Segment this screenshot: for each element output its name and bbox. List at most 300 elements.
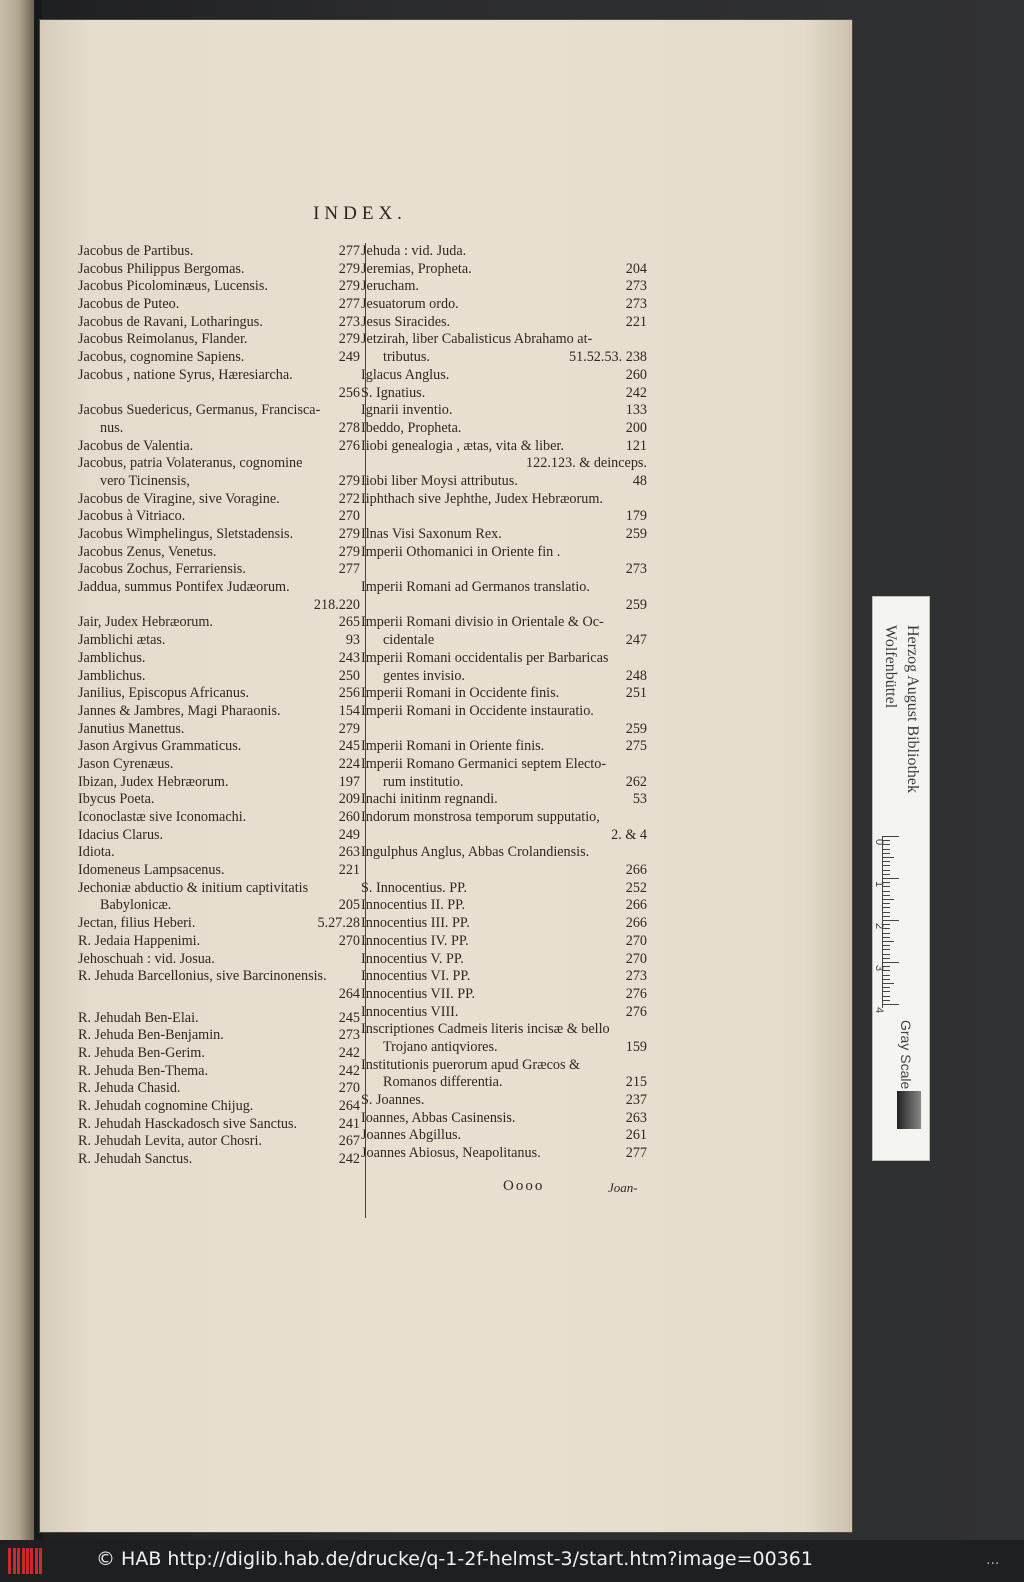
entry-term: S. Joannes.: [361, 1092, 425, 1108]
index-entry: [361, 561, 647, 579]
entry-term: Babylonicæ.: [100, 897, 172, 914]
entry-term: Joannes Abgillus.: [361, 1127, 462, 1144]
entry-page-ref: 277: [338, 243, 360, 259]
index-entry: [361, 526, 647, 544]
index-entry: [361, 1074, 647, 1092]
entry-term: Imperii Romani in Occidente finis.: [361, 685, 560, 702]
index-entry: [78, 261, 360, 279]
entry-page-ref: 159: [625, 1038, 647, 1055]
ruler-tick: [883, 891, 890, 892]
entry-term: vero Ticinensis,: [100, 472, 190, 489]
entry-term: Ioannes, Abbas Casinensis.: [361, 1109, 516, 1126]
entry-page-ref: 277: [625, 1145, 647, 1162]
entry-term: Jechoniæ abductio & initium captivitatis: [78, 879, 309, 896]
entry-term: Jetzirah, liber Cabalisticus Abrahamo at-: [361, 331, 593, 348]
ruler-tick: [883, 899, 894, 900]
ruler-tick: [883, 857, 894, 858]
entry-term: Jerucham.: [361, 278, 419, 295]
entry-page-ref: 245: [338, 1009, 360, 1026]
entry-term: Jehoschuah : vid. Josua.: [78, 950, 215, 967]
index-entry: [78, 915, 360, 933]
index-entry: [78, 738, 360, 756]
index-entry: [78, 579, 360, 597]
index-entry: [361, 933, 647, 951]
entry-term: R. Jehudah Hasckadosch sive Sanctus.: [78, 1115, 298, 1132]
library-name-line-1: Herzog August Bibliothek: [904, 625, 921, 793]
entry-page-ref: 2. & 4: [611, 826, 647, 843]
entry-page-ref: 259: [625, 720, 647, 737]
entry-term: Janutius Manettus.: [78, 720, 185, 737]
entry-term: cidentale: [383, 632, 435, 649]
index-entry: [78, 897, 360, 915]
index-entry: [361, 385, 647, 403]
index-entry: [361, 473, 647, 491]
index-entry: [361, 862, 647, 880]
index-entry: [361, 738, 647, 756]
entry-term: Iiphthach sive Jephthe, Judex Hebræorum.: [361, 490, 603, 507]
entry-page-ref: 275: [625, 738, 647, 755]
entry-page-ref: 266: [625, 862, 647, 879]
logo-bar: [39, 1548, 42, 1574]
entry-page-ref: 260: [625, 366, 647, 383]
index-entry: [78, 844, 360, 862]
entry-term: Iglacus Anglus.: [361, 366, 450, 383]
index-entry: [78, 278, 360, 296]
index-entry: [78, 508, 360, 526]
entry-term: Jacobus Picolominæus, Lucensis.: [78, 278, 268, 295]
entry-page-ref: 133: [625, 402, 647, 419]
entry-page-ref: 278: [338, 419, 360, 436]
ruler-tick: [883, 874, 890, 875]
entry-page-ref: 276: [338, 437, 360, 454]
entry-page-ref: 251: [625, 685, 647, 702]
entry-page-ref: 154: [338, 702, 360, 719]
index-entry: [361, 1145, 647, 1163]
entry-term: Innocentius VIII.: [361, 1003, 459, 1020]
index-entry: [361, 1039, 647, 1057]
ruler-tick: [883, 945, 890, 946]
entry-page-ref: 279: [338, 472, 360, 489]
entry-term: Jacobus, cognomine Sapiens.: [78, 349, 245, 366]
entry-term: R. Jehuda Barcellonius, sive Barcinonensis.: [78, 968, 327, 985]
entry-page-ref: 279: [338, 543, 360, 560]
entry-page-ref: 279: [338, 526, 360, 542]
library-name: [879, 625, 923, 793]
entry-term: Jacobus Suedericus, Germanus, Francisca-: [78, 402, 321, 419]
entry-term: Jacobus Zenus, Venetus.: [78, 543, 217, 560]
index-entry: [361, 614, 647, 632]
entry-term: R. Jehudah Ben-Elai.: [78, 1009, 199, 1026]
entry-term: Imperii Romano Germanici septem Electo-: [361, 755, 607, 772]
index-entry: [361, 1127, 647, 1145]
entry-term: R. Jehudah cognomine Chijug.: [78, 1098, 254, 1114]
index-entry: [78, 1010, 360, 1028]
ruler-tick: [883, 991, 890, 992]
index-entry: [361, 331, 647, 349]
logo-bar: [35, 1548, 38, 1574]
catchword: Joan-: [608, 1180, 638, 1195]
entry-term: Ibycus Poeta.: [78, 791, 155, 808]
entry-page-ref: 262: [625, 773, 647, 790]
index-entry: [361, 438, 647, 456]
entry-page-ref: 250: [338, 667, 360, 684]
logo-bar: [26, 1548, 29, 1574]
entry-page-ref: 277: [338, 561, 360, 578]
index-entry: [361, 986, 647, 1004]
entry-term: Indorum monstrosa temporum supputatio,: [361, 809, 600, 825]
entry-page-ref: 260: [338, 809, 360, 825]
entry-term: Inachi initinm regnandi.: [361, 791, 498, 808]
entry-term: nus.: [100, 419, 124, 436]
entry-page-ref: 242: [338, 1044, 360, 1061]
ruler-number: 0: [873, 838, 886, 846]
entry-term: Romanos differentia.: [383, 1074, 503, 1091]
index-entry: [78, 880, 360, 898]
entry-page-ref: 242: [338, 1062, 360, 1079]
entry-term: Jannes & Jambres, Magi Pharaonis.: [78, 702, 281, 719]
ruler-tick: [883, 958, 890, 959]
entry-term: Ibizan, Judex Hebræorum.: [78, 773, 229, 790]
entry-page-ref: 259: [625, 526, 647, 542]
index-entry: [78, 385, 360, 403]
entry-term: Innocentius IV. PP.: [361, 932, 469, 949]
index-entry: [361, 685, 647, 703]
index-entry: [361, 650, 647, 668]
ruler-tick: [883, 861, 890, 862]
footer-permalink[interactable]: © HAB http://diglib.hab.de/drucke/q-1-2f-helmst-3/start.htm?image=00361: [96, 1548, 813, 1570]
entry-term: Iiobi liber Moysi attributus.: [361, 472, 518, 489]
index-entry: [78, 1133, 360, 1151]
logo-bar: [8, 1548, 11, 1574]
entry-term: Jeremias, Propheta.: [361, 260, 472, 277]
entry-page-ref: 221: [338, 862, 360, 879]
entry-page-ref: 277: [338, 296, 360, 313]
entry-term: S. Innocentius. PP.: [361, 879, 468, 896]
hab-logo-icon: [8, 1548, 46, 1574]
entry-page-ref: 197: [338, 773, 360, 790]
entry-term: Imperii Romani ad Germanos translatio.: [361, 579, 590, 596]
entry-term: Jaddua, summus Pontifex Judæorum.: [78, 579, 290, 596]
entry-term: Institutionis puerorum apud Græcos &: [361, 1056, 581, 1073]
index-entry: [78, 862, 360, 880]
index-entry: [361, 791, 647, 809]
entry-term: Jacobus Zochus, Ferrariensis.: [78, 561, 246, 578]
entry-page-ref: 270: [338, 1080, 360, 1097]
entry-term: Ingulphus Anglus, Abbas Crolandiensis.: [361, 844, 590, 861]
entry-term: gentes invisio.: [383, 667, 465, 684]
logo-bar: [13, 1548, 16, 1574]
entry-page-ref: 5.27.28: [317, 915, 360, 932]
entry-page-ref: 256: [338, 685, 360, 702]
index-entry: [78, 1098, 360, 1116]
entry-page-ref: 273: [625, 561, 647, 578]
entry-term: Idomeneus Lampsacenus.: [78, 862, 225, 879]
index-entry: [78, 526, 360, 544]
entry-page-ref: 270: [625, 950, 647, 967]
gray-scale-label: Gray Scale: [898, 1020, 914, 1090]
index-entry: [361, 880, 647, 898]
index-column-left: [78, 243, 360, 1169]
entry-page-ref: 93: [345, 632, 360, 649]
ruler-tick: [883, 912, 890, 913]
logo-bar: [30, 1548, 33, 1574]
ruler-tick: [883, 853, 890, 854]
entry-term: Ilnas Visi Saxonum Rex.: [361, 526, 502, 542]
entry-term: Trojano antiqviores.: [383, 1038, 498, 1055]
index-entry: [361, 1021, 647, 1039]
index-entry: [78, 1045, 360, 1063]
index-entry: [361, 278, 647, 296]
entry-page-ref: 267: [338, 1133, 360, 1150]
entry-term: Ibeddo, Propheta.: [361, 419, 462, 436]
entry-term: Innocentius VII. PP.: [361, 985, 476, 1002]
index-entry: [78, 685, 360, 703]
ruler-tick: [883, 870, 890, 871]
index-entry: [361, 897, 647, 915]
entry-term: Jacobus à Vitriaco.: [78, 508, 186, 525]
ruler-tick: [883, 941, 894, 942]
entry-page-ref: 273: [625, 296, 647, 313]
index-entry: [78, 243, 360, 261]
index-entry: [361, 632, 647, 650]
index-entry: [361, 1110, 647, 1128]
ruler-tick: [883, 865, 890, 866]
index-entry: [361, 968, 647, 986]
ruler-tick: [883, 903, 890, 904]
entry-term: Jesus Siracides.: [361, 313, 451, 330]
index-entry: [78, 827, 360, 845]
entry-term: Jehuda : vid. Juda.: [361, 243, 467, 259]
index-entry: [361, 455, 647, 473]
entry-page-ref: 53: [632, 791, 647, 808]
entry-page-ref: 245: [338, 738, 360, 755]
entry-page-ref: 243: [338, 649, 360, 666]
entry-term: Jesuatorum ordo.: [361, 296, 459, 313]
entry-page-ref: 276: [625, 1003, 647, 1020]
ruler-tick: [883, 975, 890, 976]
ruler-tick: [883, 979, 890, 980]
entry-term: Iconoclastæ sive Iconomachi.: [78, 809, 247, 825]
entry-page-ref: 264: [338, 1098, 360, 1114]
logo-bar: [17, 1548, 20, 1574]
index-entry: [78, 561, 360, 579]
ruler-tick: [883, 987, 890, 988]
entry-term: Jair, Judex Hebræorum.: [78, 614, 213, 631]
index-entry: [78, 951, 360, 969]
entry-term: Imperii Romani in Oriente finis.: [361, 738, 545, 755]
entry-term: Jacobus de Puteo.: [78, 296, 180, 313]
ruler-tick: [883, 983, 894, 984]
entry-page-ref: 266: [625, 897, 647, 914]
index-entry: [361, 579, 647, 597]
index-entry: [78, 968, 360, 986]
entry-term: Joannes Abiosus, Neapolitanus.: [361, 1145, 541, 1162]
ruler-tick: [883, 996, 890, 997]
index-entry: [78, 314, 360, 332]
index-entry: [361, 951, 647, 969]
entry-term: Jacobus Philippus Bergomas.: [78, 260, 245, 277]
ruler-tick: [883, 949, 890, 950]
index-entry: [78, 491, 360, 509]
index-entry: [78, 544, 360, 562]
index-entry: [78, 1116, 360, 1134]
entry-term: S. Ignatius.: [361, 384, 426, 401]
entry-page-ref: 121: [625, 437, 647, 454]
index-entry: [361, 721, 647, 739]
index-entry: [361, 367, 647, 385]
logo-bar: [22, 1548, 25, 1574]
index-entry: [78, 933, 360, 951]
entry-page-ref: 256: [338, 384, 360, 401]
index-entry: [78, 809, 360, 827]
index-entry: [78, 986, 360, 1004]
index-entry: [78, 721, 360, 739]
ruler-tick: [883, 1000, 890, 1001]
entry-term: Jacobus de Valentia.: [78, 437, 194, 454]
ruler-tick: [883, 933, 890, 934]
entry-page-ref: 279: [338, 720, 360, 737]
index-entry: [361, 915, 647, 933]
index-entry: [78, 774, 360, 792]
entry-term: rum institutio.: [383, 773, 464, 790]
entry-page-ref: 48: [632, 472, 647, 489]
ruler-tick: [883, 849, 890, 850]
entry-term: Iiobi genealogia , ætas, vita & liber.: [361, 437, 564, 454]
index-entry: [361, 756, 647, 774]
entry-page-ref: 218.220: [313, 596, 360, 613]
entry-page-ref: 273: [338, 1027, 360, 1044]
entry-term: Innocentius V. PP.: [361, 950, 464, 967]
entry-term: Ignarii inventio.: [361, 402, 453, 419]
signature-mark: Oooo: [503, 1178, 545, 1194]
index-entry: [361, 774, 647, 792]
index-entry: [78, 614, 360, 632]
index-entry: [78, 296, 360, 314]
entry-page-ref: 270: [625, 932, 647, 949]
index-entry: [78, 756, 360, 774]
ruler-number: 2: [873, 922, 886, 930]
entry-page-ref: 270: [338, 932, 360, 949]
ruler-tick: [883, 907, 890, 908]
entry-term: Imperii Romani divisio in Orientale & Oc-: [361, 614, 604, 631]
index-entry: [78, 1080, 360, 1098]
index-entry: [361, 544, 647, 562]
index-entry: [361, 349, 647, 367]
ruler-tick: [883, 962, 899, 963]
index-entry: [78, 367, 360, 385]
entry-term: Jamblichi ætas.: [78, 632, 166, 649]
index-entry: [361, 508, 647, 526]
index-entry: [78, 597, 360, 615]
index-entry: [361, 703, 647, 721]
entry-page-ref: 242: [338, 1151, 360, 1168]
entry-page-ref: 252: [625, 879, 647, 896]
gray-scale-swatch: [897, 1091, 921, 1129]
entry-page-ref: 279: [338, 278, 360, 295]
index-entry: [78, 650, 360, 668]
entry-page-ref: 224: [338, 755, 360, 772]
entry-term: Jacobus, patria Volateranus, cognomine: [78, 455, 303, 472]
ruler-tick: [883, 920, 899, 921]
index-entry: [361, 809, 647, 827]
entry-term: Innocentius VI. PP.: [361, 968, 471, 985]
more-icon[interactable]: ...: [986, 1552, 1000, 1568]
entry-term: Imperii Romani in Occidente instauratio.: [361, 702, 594, 719]
index-column-right: [361, 243, 647, 1163]
entry-page-ref: 273: [625, 278, 647, 295]
index-entry: [78, 703, 360, 721]
entry-term: Jacobus Reimolanus, Flander.: [78, 331, 248, 348]
entry-page-ref: 279: [338, 260, 360, 277]
ruler-tick: [883, 954, 890, 955]
entry-term: Jacobus , natione Syrus, Hæresiarcha.: [78, 366, 293, 383]
entry-page-ref: 263: [625, 1109, 647, 1126]
index-entry: [78, 402, 360, 420]
index-entry: [361, 243, 647, 261]
entry-page-ref: 247: [625, 632, 647, 649]
entry-term: Jacobus de Partibus.: [78, 243, 194, 259]
entry-page-ref: 200: [625, 419, 647, 436]
index-entry: [361, 1004, 647, 1022]
page-heading: INDEX.: [313, 203, 407, 224]
ruler-tick: [883, 878, 899, 879]
entry-term: Imperii Othomanici in Oriente fin .: [361, 543, 561, 560]
entry-term: Jason Cyrenæus.: [78, 755, 174, 772]
index-entry: [78, 632, 360, 650]
index-entry: [78, 668, 360, 686]
ruler-number: 4: [873, 1006, 886, 1014]
index-entry: [78, 438, 360, 456]
entry-page-ref: 249: [338, 826, 360, 843]
entry-term: Jamblichus.: [78, 667, 146, 684]
ruler-tick: [883, 916, 890, 917]
entry-page-ref: 261: [625, 1127, 647, 1144]
entry-page-ref: 209: [338, 791, 360, 808]
index-entry: [361, 296, 647, 314]
entry-page-ref: 273: [625, 968, 647, 985]
entry-term: Jacobus de Viragine, sive Voragine.: [78, 490, 280, 507]
entry-page-ref: 248: [625, 667, 647, 684]
index-entry: [361, 261, 647, 279]
entry-page-ref: 204: [625, 260, 647, 277]
index-entry: [361, 1092, 647, 1110]
index-entry: [361, 420, 647, 438]
index-entry: [361, 668, 647, 686]
entry-term: R. Jehuda Ben-Benjamin.: [78, 1027, 224, 1044]
entry-page-ref: 51.52.53. 238: [568, 349, 647, 366]
index-entry: [78, 331, 360, 349]
entry-page-ref: 237: [625, 1092, 647, 1108]
entry-page-ref: 265: [338, 614, 360, 631]
entry-term: Jectan, filius Heberi.: [78, 915, 196, 932]
ruler-number: 1: [873, 880, 886, 888]
entry-page-ref: 272: [338, 490, 360, 507]
entry-page-ref: 241: [338, 1115, 360, 1132]
entry-term: Innocentius III. PP.: [361, 915, 470, 932]
entry-page-ref: 276: [625, 985, 647, 1002]
ruler-tick: [883, 895, 890, 896]
entry-page-ref: 264: [338, 985, 360, 1002]
entry-term: Inscriptiones Cadmeis literis incisæ & bello: [361, 1021, 610, 1038]
entry-page-ref: 279: [338, 331, 360, 348]
ruler-tick: [883, 937, 890, 938]
index-entry: [361, 402, 647, 420]
entry-page-ref: 249: [338, 349, 360, 366]
index-entry: [361, 597, 647, 615]
entry-term: tributus.: [383, 349, 430, 366]
entry-page-ref: 259: [625, 596, 647, 613]
index-entry: [78, 473, 360, 491]
